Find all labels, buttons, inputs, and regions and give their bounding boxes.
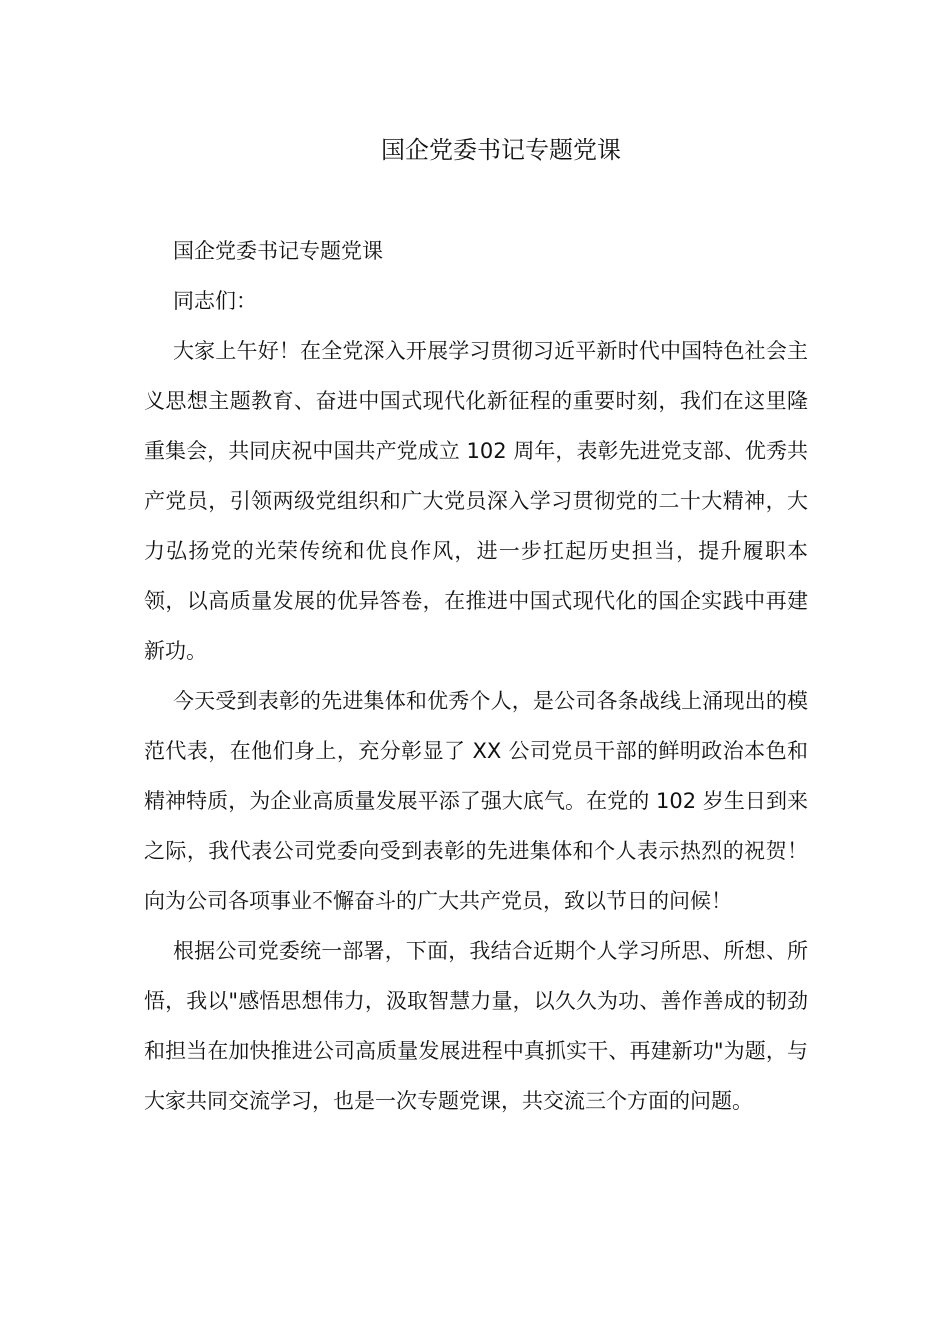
paragraph-commendation: 今天受到表彰的先进集体和优秀个人，是公司各条战线上涌现出的模范代表，在他们身上，充分彰显了 XX 公司党员干部的鲜明政治本色和精神特质，为企业高质量发展平添了强大底气。在党的 102 岁生日到来之际，我代表公司党委向受到表彰的先进集体和个人表示热烈的祝贺！向为公司各项事业不懈奋斗的广大共产党员，致以节日的问候！	[144, 689, 808, 913]
document-body	[144, 226, 808, 1126]
paragraph-salutation: 同志们：	[173, 289, 257, 313]
paragraph-topic: 根据公司党委统一部署，下面，我结合近期个人学习所思、所想、所悟，我以"感悟思想伟力，汲取智慧力量，以久久为功、善作善成的韧劲和担当在加快推进公司高质量发展进程中真抓实干、再建新功"为题，与大家共同交流学习，也是一次专题党课，共交流三个方面的问题。	[144, 939, 808, 1113]
paragraph-opening: 大家上午好！在全党深入开展学习贯彻习近平新时代中国特色社会主义思想主题教育、奋进中国式现代化新征程的重要时刻，我们在这里隆重集会，共同庆祝中国共产党成立 102 周年，表彰先进党支部、优秀共产党员，引领两级党组织和广大党员深入学习贯彻党的二十大精神，大力弘扬党的光荣传统和优良作风，进一步扛起历史担当，提升履职本领，以高质量发展的优异答卷，在推进中国式现代化的国企实践中再建新功。	[144, 339, 808, 663]
document-title: 国企党委书记专题党课	[381, 136, 621, 164]
paragraph-subtitle: 国企党委书记专题党课	[173, 239, 383, 263]
